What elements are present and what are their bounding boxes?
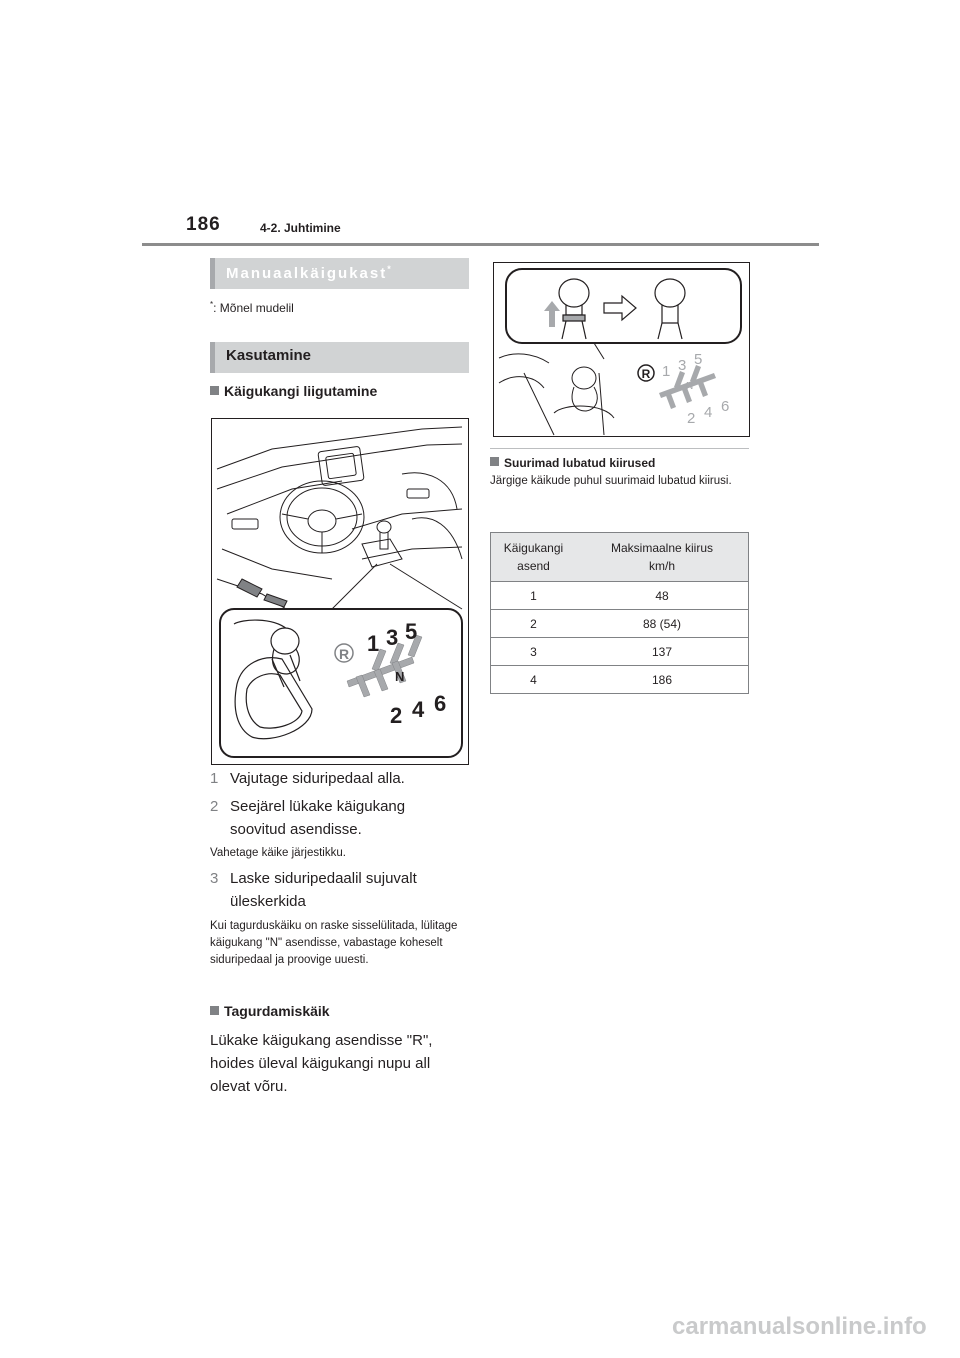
section-divider — [490, 448, 749, 449]
gear-label-5: 5 — [405, 619, 418, 644]
gear-position-header-line1: Käigukangi — [503, 541, 564, 555]
shift-subheading — [210, 383, 377, 399]
gear-label-4: 4 — [704, 404, 713, 421]
gear-label-n: N — [395, 669, 405, 684]
reverse-subheading — [210, 1003, 330, 1019]
gear-label-r: R — [641, 367, 651, 381]
speed-cell: 186 — [576, 666, 749, 694]
gear-label-n: N — [686, 381, 694, 392]
gear-label-1: 1 — [367, 631, 380, 656]
step-3-note: Kui tagurduskäiku on raske sisselülitada, lülitage käigukang "N" asendisse, vabastage koheselt siduripedaal ja proovige uuesti. — [210, 920, 458, 966]
gear-cell: 4 — [491, 666, 577, 694]
gear-label-4: 4 — [412, 697, 425, 722]
speeds-description: Järgige käikude puhul suurimaid lubatud kiirusi. — [490, 475, 732, 487]
step-1 — [210, 767, 405, 790]
table-row — [491, 638, 749, 666]
cockpit-drawing — [212, 419, 468, 764]
step-3-text: Laske siduripedaalil sujuvalt üleskerkida — [230, 870, 417, 910]
reverse-drawing — [494, 263, 749, 436]
gear-label-3: 3 — [386, 625, 399, 650]
step-3 — [210, 867, 460, 913]
speed-cell: 88 (54) — [576, 610, 749, 638]
gear-label-5: 5 — [694, 351, 703, 368]
reverse-gear-illustration — [493, 262, 750, 437]
bullet-square-icon — [210, 1006, 219, 1015]
reverse-subheading-text: Tagurdamiskäik — [224, 1003, 330, 1019]
step-2-text: Seejärel lükake käigukang soovitud asendisse. — [230, 798, 406, 838]
max-speed-table — [490, 532, 749, 694]
cockpit-gear-illustration — [211, 418, 469, 765]
gear-position-header — [491, 533, 577, 582]
speed-cell: 137 — [576, 638, 749, 666]
step-1-text: Vajutage siduripedaal alla. — [230, 770, 405, 787]
gear-cell: 1 — [491, 582, 577, 610]
max-speed-header-line2: km/h — [648, 559, 675, 573]
gear-cell: 2 — [491, 610, 577, 638]
reverse-instruction: Lükake käigukang asendisse "R", hoides üleval käigukangi nupu all olevat võru. — [210, 1032, 433, 1095]
gear-label-6: 6 — [721, 398, 730, 415]
speeds-subheading-text: Suurimad lubatud kiirused — [504, 456, 656, 470]
step-2-number: 2 — [210, 798, 219, 815]
gear-label-2: 2 — [390, 703, 403, 728]
footnote-mark: * — [210, 300, 214, 309]
footnote-text: : Mõnel mudelil — [213, 301, 294, 315]
shift-subheading-text: Käigukangi liigutamine — [224, 383, 378, 399]
page-number: 186 — [186, 214, 221, 235]
gear-label-6: 6 — [434, 691, 447, 716]
watermark: carmanualsonline.info — [672, 1313, 927, 1340]
footnote — [210, 300, 294, 315]
chapter-title-text: Manuaalkäigukast — [226, 265, 388, 282]
step-2-note: Vahetage käike järjestikku. — [210, 847, 346, 859]
usage-heading: Kasutamine — [226, 347, 312, 364]
max-speed-header-line1: Maksimaalne kiirus — [610, 541, 714, 555]
table-row — [491, 582, 749, 610]
speed-cell: 48 — [576, 582, 749, 610]
gear-position-header-line2: asend — [517, 559, 550, 573]
chapter-title — [226, 264, 393, 282]
step-2 — [210, 795, 460, 841]
gear-cell: 3 — [491, 638, 577, 666]
chapter-title-asterisk: * — [387, 264, 393, 274]
gear-label-2: 2 — [687, 410, 696, 427]
table-header-row — [491, 533, 749, 582]
bullet-square-icon — [210, 386, 219, 395]
gear-label-1: 1 — [662, 363, 671, 380]
section-title: 4-2. Juhtimine — [260, 221, 341, 235]
header-divider — [142, 243, 819, 246]
gear-label-r: R — [338, 646, 350, 662]
table-row — [491, 610, 749, 638]
usage-heading-band — [210, 342, 469, 373]
chapter-title-band — [210, 258, 469, 289]
step-1-number: 1 — [210, 770, 219, 787]
max-speed-header — [576, 533, 749, 582]
bullet-square-icon — [490, 457, 499, 466]
speeds-subheading — [490, 456, 655, 470]
gear-label-3: 3 — [678, 357, 687, 374]
step-3-number: 3 — [210, 870, 219, 887]
table-row — [491, 666, 749, 694]
